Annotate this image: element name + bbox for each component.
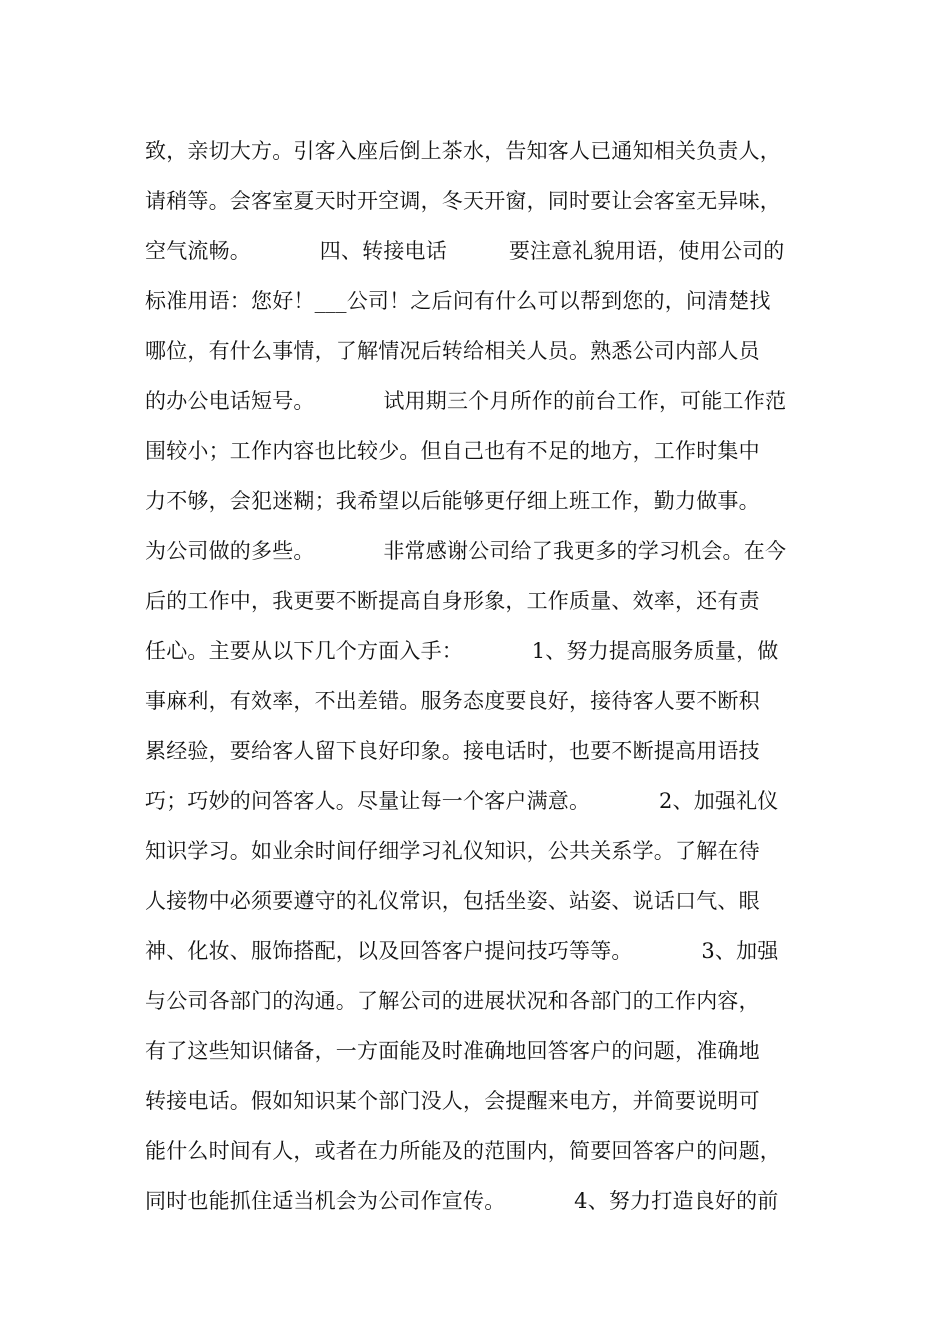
text-line: 有了这些知识储备，一方面能及时准确地回答客户的问题，准确地 bbox=[145, 1039, 760, 1063]
text-line: 神、化妆、服饰搭配，以及回答客户提问技巧等等。 3、加强 bbox=[145, 939, 779, 963]
text-line: 巧；巧妙的问答客人。尽量让每一个客户满意。 2、加强礼仪 bbox=[145, 789, 779, 813]
text-line: 围较小；工作内容也比较少。但自己也有不足的地方，工作时集中 bbox=[145, 439, 760, 463]
text-line: 累经验，要给客人留下良好印象。接电话时，也要不断提高用语技 bbox=[145, 739, 760, 763]
text-line: 的办公电话短号。 试用期三个月所作的前台工作，可能工作范 bbox=[145, 389, 787, 413]
text-line: 力不够，会犯迷糊；我希望以后能够更仔细上班工作，勤力做事。 bbox=[145, 489, 760, 513]
text-line: 请稍等。会客室夏天时开空调，冬天开窗，同时要让会客室无异味， bbox=[145, 189, 781, 213]
text-line: 任心。主要从以下几个方面入手： 1、努力提高服务质量，做 bbox=[145, 639, 779, 663]
text-line: 为公司做的多些。 非常感谢公司给了我更多的学习机会。在今 bbox=[145, 539, 787, 563]
text-line: 与公司各部门的沟通。了解公司的进展状况和各部门的工作内容， bbox=[145, 989, 760, 1013]
text-line: 事麻利，有效率，不出差错。服务态度要良好，接待客人要不断积 bbox=[145, 689, 760, 713]
text-line: 致，亲切大方。引客入座后倒上茶水，告知客人已通知相关负责人， bbox=[145, 139, 781, 163]
text-line: 同时也能抓住适当机会为公司作宣传。 4、努力打造良好的前 bbox=[145, 1189, 779, 1213]
text-line: 知识学习。如业余时间仔细学习礼仪知识，公共关系学。了解在待 bbox=[145, 839, 760, 863]
text-line: 能什么时间有人，或者在力所能及的范围内，简要回答客户的问题， bbox=[145, 1139, 781, 1163]
text-line: 后的工作中，我更要不断提高自身形象，工作质量、效率，还有责 bbox=[145, 589, 760, 613]
body-text bbox=[145, 126, 835, 1226]
text-line: 哪位，有什么事情，了解情况后转给相关人员。熟悉公司内部人员 bbox=[145, 339, 760, 363]
text-line: 标准用语：您好！___公司！之后问有什么可以帮到您的，问清楚找 bbox=[145, 289, 771, 313]
text-line: 空气流畅。 四、转接电话 要注意礼貌用语，使用公司的 bbox=[145, 239, 785, 263]
text-line: 人接物中必须要遵守的礼仪常识，包括坐姿、站姿、说话口气、眼 bbox=[145, 889, 760, 913]
text-line: 转接电话。假如知识某个部门没人，会提醒来电方，并简要说明可 bbox=[145, 1089, 760, 1113]
